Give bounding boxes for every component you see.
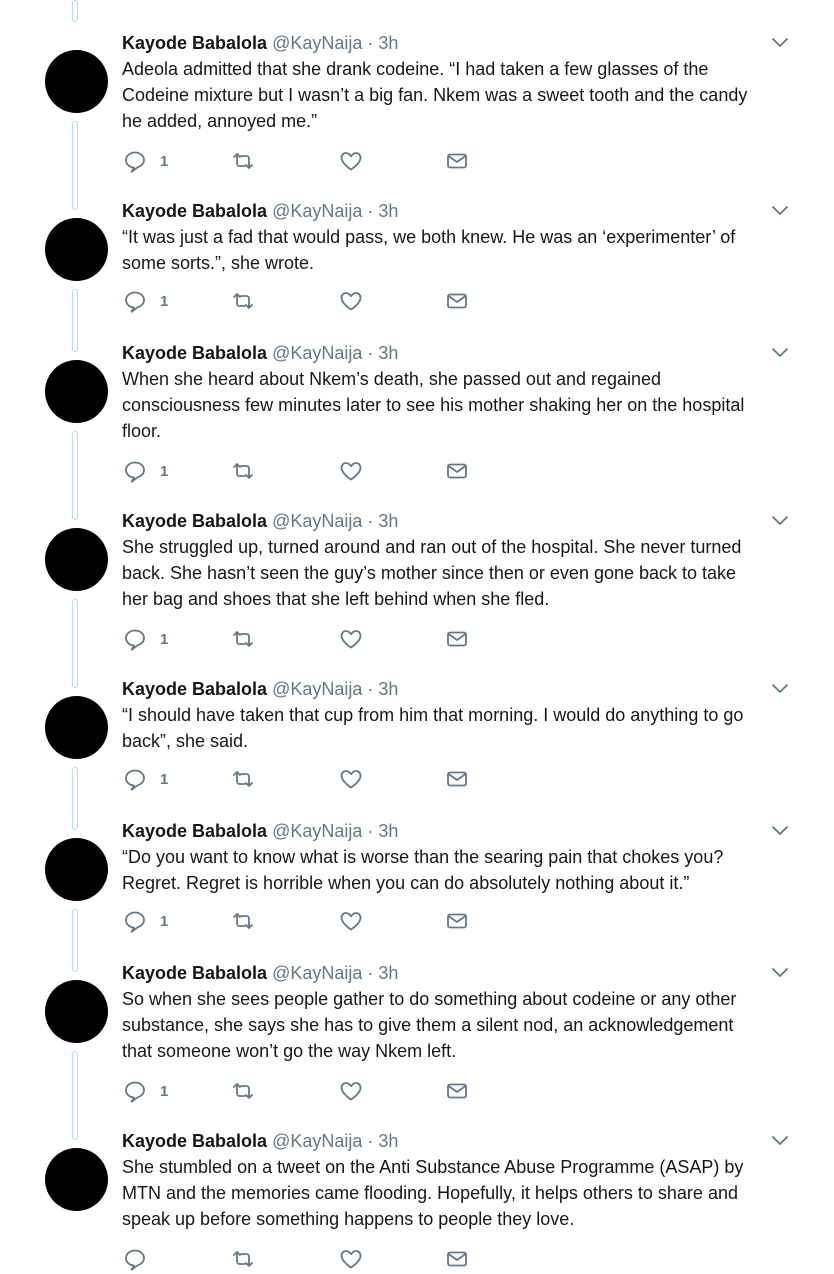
tweet-text-line: Codeine mixture but I wasn’t a big fan. Nkem was a sweet tooth and the candy (122, 85, 748, 105)
reply-count: 1 (160, 462, 169, 480)
chevron-down-icon[interactable] (770, 512, 790, 528)
like-button[interactable] (338, 626, 364, 652)
timestamp[interactable]: 3h (378, 511, 399, 531)
separator-dot: · (367, 1131, 374, 1151)
tweet-header (122, 30, 398, 56)
retweet-button[interactable] (230, 908, 256, 934)
separator-dot: · (367, 511, 374, 531)
avatar[interactable] (45, 218, 108, 281)
reply-button[interactable] (122, 458, 168, 484)
retweet-icon (230, 288, 256, 314)
tweet-actions (122, 1246, 482, 1272)
heart-icon (338, 148, 364, 174)
tweet-text (122, 224, 792, 276)
tweet-text-line: back”, she said. (122, 731, 249, 751)
direct-message-button[interactable] (444, 148, 470, 174)
retweet-button[interactable] (230, 458, 256, 484)
avatar[interactable] (45, 696, 108, 759)
tweet-text (122, 366, 792, 444)
tweet-text-line: her bag and shoes that she left behind when she fled. (122, 589, 550, 609)
reply-icon (122, 626, 148, 652)
tweet-actions (122, 1078, 482, 1104)
avatar[interactable] (45, 1148, 108, 1211)
tweet-text-line: So when she sees people gather to do something about codeine or any other (122, 989, 737, 1009)
retweet-button[interactable] (230, 1078, 256, 1104)
tweet-text (122, 56, 792, 134)
direct-message-button[interactable] (444, 458, 470, 484)
timestamp[interactable]: 3h (378, 33, 399, 53)
retweet-button[interactable] (230, 626, 256, 652)
separator-dot: · (367, 821, 374, 841)
thread-line (72, 767, 78, 830)
tweet-text-line: that someone won’t go the way Nkem left. (122, 1041, 457, 1061)
like-button[interactable] (338, 148, 364, 174)
tweet-text-line: Regret. Regret is horrible when you can do absolutely nothing about it.” (122, 873, 690, 893)
reply-button[interactable] (122, 1078, 168, 1104)
reply-icon (122, 288, 148, 314)
tweet-text-line: She stumbled on a tweet on the Anti Substance Abuse Programme (ASAP) by (122, 1157, 744, 1177)
tweet-text (122, 702, 792, 754)
heart-icon (338, 458, 364, 484)
heart-icon (338, 288, 364, 314)
author-name[interactable]: Kayode Babalola (122, 201, 268, 221)
separator-dot: · (367, 679, 374, 699)
envelope-icon (444, 458, 470, 484)
tweet-text-line: substance, she says she has to give them a silent nod, an acknowledgement (122, 1015, 734, 1035)
tweet-text-line: “It was just a fad that would pass, we both knew. He was an ‘experimenter’ of (122, 227, 736, 247)
reply-icon (122, 458, 148, 484)
tweet-text (122, 534, 792, 612)
reply-button[interactable] (122, 288, 168, 314)
chevron-down-icon[interactable] (770, 34, 790, 50)
separator-dot: · (367, 963, 374, 983)
tweet-header (122, 1128, 398, 1154)
separator-dot: · (367, 201, 374, 221)
tweet-actions (122, 766, 482, 792)
author-name[interactable]: Kayode Babalola (122, 963, 268, 983)
retweet-button[interactable] (230, 766, 256, 792)
thread-line (72, 1051, 78, 1140)
timestamp[interactable]: 3h (378, 679, 399, 699)
reply-icon (122, 766, 148, 792)
reply-button[interactable] (122, 148, 168, 174)
direct-message-button[interactable] (444, 1078, 470, 1104)
reply-button[interactable] (122, 766, 168, 792)
thread-line (72, 909, 78, 972)
author-name[interactable]: Kayode Babalola (122, 511, 268, 531)
envelope-icon (444, 288, 470, 314)
envelope-icon (444, 908, 470, 934)
tweet-text-line: “Do you want to know what is worse than the searing pain that chokes you? (122, 847, 724, 867)
reply-count: 1 (160, 152, 169, 170)
reply-icon (122, 1246, 148, 1272)
direct-message-button[interactable] (444, 1246, 470, 1272)
tweet-header (122, 508, 398, 534)
author-name[interactable]: Kayode Babalola (122, 343, 268, 363)
avatar[interactable] (45, 50, 108, 113)
tweet-header (122, 198, 398, 224)
avatar[interactable] (45, 838, 108, 901)
tweet-header (122, 676, 398, 702)
reply-button[interactable] (122, 908, 168, 934)
envelope-icon (444, 1078, 470, 1104)
tweet-text-line: some sorts.”, she wrote. (122, 253, 315, 273)
like-button[interactable] (338, 908, 364, 934)
retweet-icon (230, 626, 256, 652)
tweet-header (122, 960, 398, 986)
like-button[interactable] (338, 1246, 364, 1272)
retweet-icon (230, 1246, 256, 1272)
tweet-text-line: When she heard about Nkem’s death, she passed out and regained (122, 369, 662, 389)
tweet-text-line: consciousness few minutes later to see his mother shaking her on the hospital (122, 395, 745, 415)
heart-icon (338, 1246, 364, 1272)
like-button[interactable] (338, 766, 364, 792)
tweet-actions (122, 626, 482, 652)
tweet-text-line: Adeola admitted that she drank codeine. “I had taken a few glasses of the (122, 59, 709, 79)
tweet-header (122, 340, 398, 366)
author-handle[interactable]: @KayNaija (272, 821, 363, 841)
tweet-text (122, 844, 792, 896)
reply-icon (122, 908, 148, 934)
direct-message-button[interactable] (444, 626, 470, 652)
chevron-down-icon[interactable] (770, 202, 790, 218)
reply-count: 1 (160, 912, 169, 930)
like-button[interactable] (338, 288, 364, 314)
tweet-text (122, 1154, 792, 1232)
envelope-icon (444, 1246, 470, 1272)
chevron-down-icon[interactable] (770, 822, 790, 838)
reply-count: 1 (160, 770, 169, 788)
chevron-down-icon[interactable] (770, 344, 790, 360)
author-name[interactable]: Kayode Babalola (122, 679, 268, 699)
author-handle[interactable]: @KayNaija (272, 1131, 363, 1151)
tweet-actions (122, 908, 482, 934)
retweet-button[interactable] (230, 148, 256, 174)
direct-message-button[interactable] (444, 908, 470, 934)
tweet-text (122, 986, 792, 1064)
chevron-down-icon[interactable] (770, 1132, 790, 1148)
envelope-icon (444, 626, 470, 652)
thread-line (72, 431, 78, 520)
retweet-icon (230, 1078, 256, 1104)
thread-line (72, 599, 78, 688)
heart-icon (338, 626, 364, 652)
author-handle[interactable]: @KayNaija (272, 679, 363, 699)
reply-count: 1 (160, 630, 169, 648)
reply-count: 1 (160, 292, 169, 310)
tweet-actions (122, 148, 482, 174)
author-name[interactable]: Kayode Babalola (122, 33, 268, 53)
reply-button[interactable] (122, 626, 168, 652)
author-handle[interactable]: @KayNaija (272, 511, 363, 531)
heart-icon (338, 908, 364, 934)
separator-dot: · (367, 33, 374, 53)
direct-message-button[interactable] (444, 288, 470, 314)
reply-button[interactable] (122, 1246, 148, 1272)
heart-icon (338, 1078, 364, 1104)
chevron-down-icon[interactable] (770, 680, 790, 696)
author-handle[interactable]: @KayNaija (272, 963, 363, 983)
tweet-text-line: he added, annoyed me.” (122, 111, 318, 131)
reply-icon (122, 148, 148, 174)
retweet-button[interactable] (230, 1246, 256, 1272)
avatar[interactable] (45, 360, 108, 423)
timestamp[interactable]: 3h (378, 201, 399, 221)
tweet-text-line: “I should have taken that cup from him that morning. I would do anything to go (122, 705, 744, 725)
author-handle[interactable]: @KayNaija (272, 343, 363, 363)
tweet-header (122, 818, 398, 844)
tweet-text-line: MTN and the memories came flooding. Hopefully, it helps others to share and (122, 1183, 738, 1203)
separator-dot: · (367, 343, 374, 363)
tweet-text-line: back. She hasn’t seen the guy’s mother since then or even gone back to take (122, 563, 737, 583)
tweet-text-line: She struggled up, turned around and ran out of the hospital. She never turned (122, 537, 742, 557)
author-handle[interactable]: @KayNaija (272, 201, 363, 221)
timestamp[interactable]: 3h (378, 821, 399, 841)
reply-icon (122, 1078, 148, 1104)
timestamp[interactable]: 3h (378, 343, 399, 363)
chevron-down-icon[interactable] (770, 964, 790, 980)
tweet-actions (122, 288, 482, 314)
tweet-text-line: floor. (122, 421, 162, 441)
like-button[interactable] (338, 1078, 364, 1104)
retweet-icon (230, 908, 256, 934)
reply-count: 1 (160, 1082, 169, 1100)
author-name[interactable]: Kayode Babalola (122, 821, 268, 841)
envelope-icon (444, 766, 470, 792)
direct-message-button[interactable] (444, 766, 470, 792)
thread-line-top (72, 0, 78, 22)
author-handle[interactable]: @KayNaija (272, 33, 363, 53)
thread-line (72, 121, 78, 210)
tweet-text-line: speak up before something happens to people they love. (122, 1209, 575, 1229)
heart-icon (338, 766, 364, 792)
retweet-icon (230, 458, 256, 484)
avatar[interactable] (45, 980, 108, 1043)
retweet-icon (230, 766, 256, 792)
tweet-actions (122, 458, 482, 484)
like-button[interactable] (338, 458, 364, 484)
retweet-icon (230, 148, 256, 174)
avatar[interactable] (45, 528, 108, 591)
retweet-button[interactable] (230, 288, 256, 314)
author-name[interactable]: Kayode Babalola (122, 1131, 268, 1151)
timestamp[interactable]: 3h (378, 1131, 399, 1151)
timestamp[interactable]: 3h (378, 963, 399, 983)
envelope-icon (444, 148, 470, 174)
thread-line (72, 289, 78, 352)
